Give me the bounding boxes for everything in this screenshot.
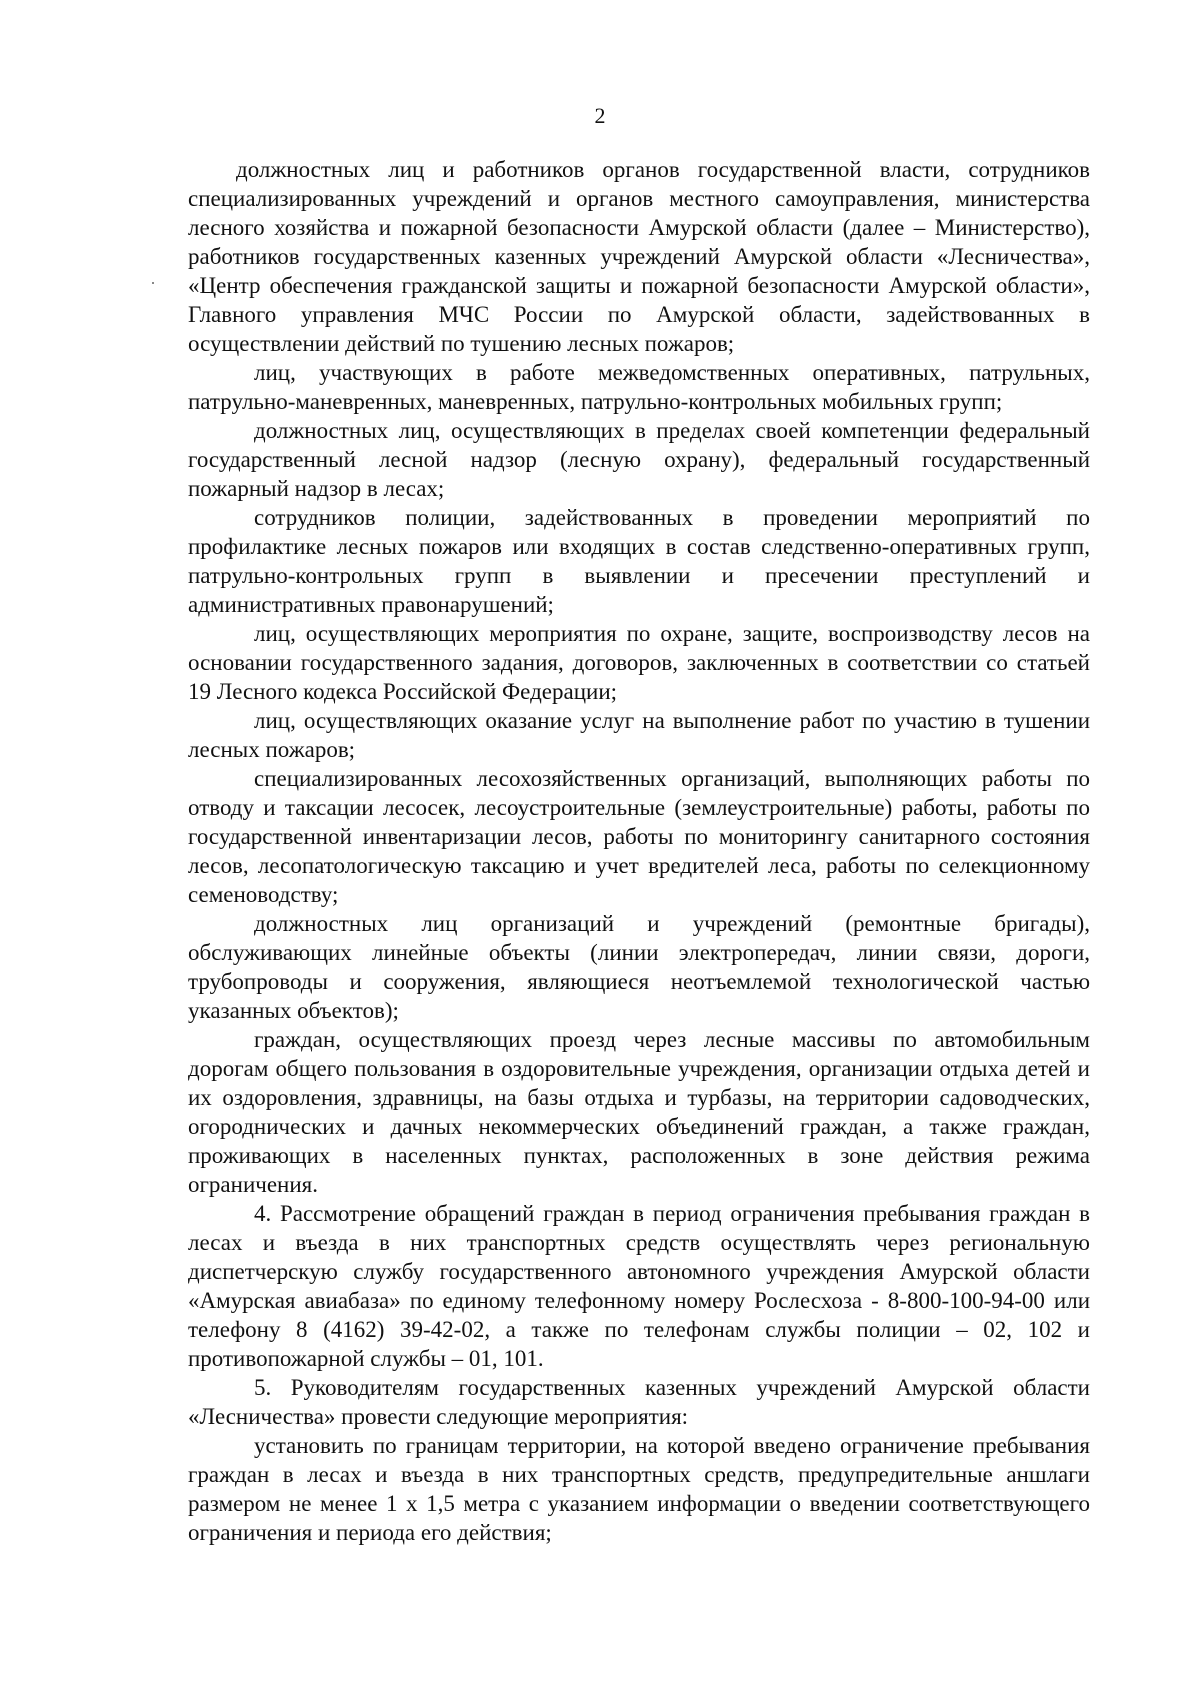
paragraph: лиц, участвующих в работе межведомственных оперативных, патрульных, патрульно-маневренных, маневренных, патрульно-контрольных мобильных групп; xyxy=(188,360,1090,414)
paragraph: лиц, осуществляющих мероприятия по охране, защите, воспроизводству лесов на основании государственного задания, договоров, заключенных в соответствии со статьей 19 Лесного кодекса Российской Федерации; xyxy=(188,621,1090,704)
page-number: 2 xyxy=(594,103,606,128)
paragraph: сотрудников полиции, задействованных в проведении мероприятий по профилактике лесных пожаров или входящих в состав следственно-оперативных групп, патрульно-контрольных групп в выявлении и пресечении преступлений и административных правонарушений; xyxy=(188,505,1090,617)
paragraph: должностных лиц и работников органов государственной власти, сотрудников специализированных учреждений и органов местного самоуправления, министерства лесного хозяйства и пожарной безопасности Амурской области (далее – Министерство), работников государственных казенных учреждений Амурской области «Лесничества», «Центр обеспечения гражданской защиты и пожарной безопасности Амурской области», Главного управления МЧС России по Амурской области, задействованных в осуществлении действий по тушению лесных пожаров; xyxy=(188,157,1090,356)
scan-mark xyxy=(152,282,154,284)
paragraph: 5. Руководителям государственных казенных учреждений Амурской области «Лесничества» провести следующие мероприятия: xyxy=(188,1375,1090,1429)
paragraph: установить по границам территории, на которой введено ограничение пребывания граждан в лесах и въезда в них транспортных средств, предупредительные аншлаги размером не менее 1 х 1,5 метра с указанием информации о введении соответствующего ограничения и периода его действия; xyxy=(188,1433,1090,1545)
paragraph: лиц, осуществляющих оказание услуг на выполнение работ по участию в тушении лесных пожаров; xyxy=(188,708,1090,762)
paragraph: должностных лиц, осуществляющих в пределах своей компетенции федеральный государственный лесной надзор (лесную охрану), федеральный государственный пожарный надзор в лесах; xyxy=(188,418,1090,501)
paragraph: специализированных лесохозяйственных организаций, выполняющих работы по отводу и таксации лесосек, лесоустроительные (землеустроительные) работы, работы по государственной инвентаризации лесов, работы по мониторингу санитарного состояния лесов, лесопатологическую таксацию и учет вредителей леса, работы по селекционному семеноводству; xyxy=(188,766,1090,907)
paragraph: должностных лиц организаций и учреждений (ремонтные бригады), обслуживающих линейные объекты (линии электропередач, линии связи, дороги, трубопроводы и сооружения, являющиеся неотъемлемой технологической частью указанных объектов); xyxy=(188,911,1090,1023)
document-body xyxy=(188,155,1090,1547)
paragraph: граждан, осуществляющих проезд через лесные массивы по автомобильным дорогам общего пользования в оздоровительные учреждения, организации отдыха детей и их оздоровления, здравницы, на базы отдыха и турбазы, на территории садоводческих, огороднических и дачных некоммерческих объединений граждан, а также граждан, проживающих в населенных пунктах, расположенных в зоне действия режима ограничения. xyxy=(188,1027,1090,1197)
paragraph: 4. Рассмотрение обращений граждан в период ограничения пребывания граждан в лесах и въезда в них транспортных средств осуществлять через региональную диспетчерскую службу государственного автономного учреждения Амурской области «Амурская авиабаза» по единому телефонному номеру Рослесхоза - 8-800-100-94-00 или телефону 8 (4162) 39-42-02, а также по телефонам службы полиции – 02, 102 и противопожарной службы – 01, 101. xyxy=(188,1201,1090,1371)
